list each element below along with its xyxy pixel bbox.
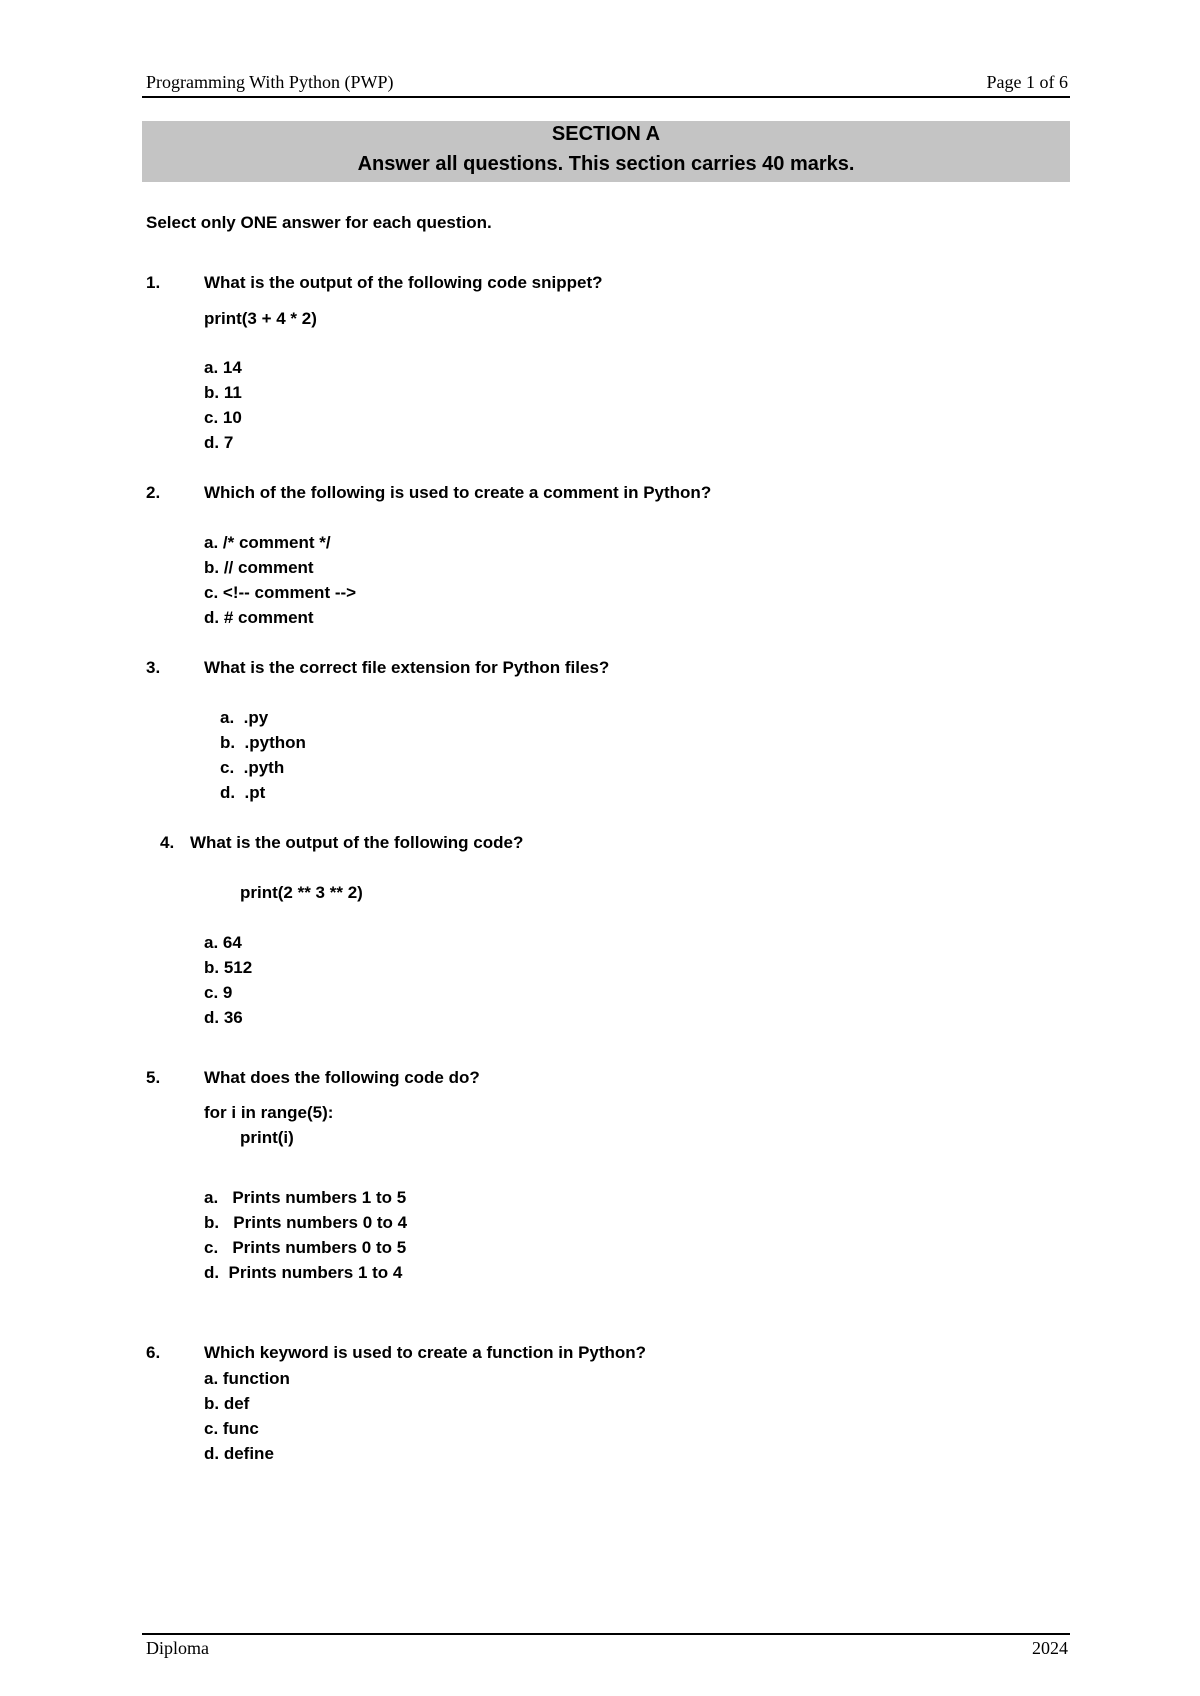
code-line: print(i)	[240, 1128, 294, 1147]
answer-option: d. Prints numbers 1 to 4	[204, 1263, 403, 1282]
page-footer	[146, 1638, 1068, 1662]
section-banner	[142, 121, 1070, 182]
question-number: 1.	[146, 273, 161, 292]
question-number: 3.	[146, 658, 161, 677]
page-number: Page 1 of 6	[986, 72, 1068, 92]
question-number: 4.	[160, 833, 175, 852]
answer-option: b. .python	[220, 733, 306, 752]
answer-option: b. Prints numbers 0 to 4	[204, 1213, 408, 1232]
answer-option: c. <!-- comment -->	[204, 583, 357, 602]
question-text: What is the output of the following code?	[190, 833, 524, 852]
answer-option: a. 64	[204, 933, 242, 952]
answer-option: a. 14	[204, 358, 242, 377]
code-line: for i in range(5):	[204, 1103, 334, 1122]
page-header	[146, 70, 1068, 96]
footer-divider	[142, 1633, 1070, 1635]
question-text: What is the output of the following code snippet?	[204, 273, 603, 292]
answer-option: d. # comment	[204, 608, 314, 627]
answer-option: a. Prints numbers 1 to 5	[204, 1188, 407, 1207]
question-number: 5.	[146, 1068, 161, 1087]
section-subtitle: Answer all questions. This section carries 40 marks.	[357, 153, 855, 175]
answer-option: d. define	[204, 1444, 274, 1463]
answer-option: b. // comment	[204, 558, 314, 577]
answer-option: b. def	[204, 1394, 250, 1413]
answer-option: a. .py	[220, 708, 269, 727]
code-line: print(3 + 4 * 2)	[204, 309, 317, 328]
instruction-text: Select only ONE answer for each question.	[146, 213, 492, 232]
answer-option: b. 512	[204, 958, 253, 977]
question-text: What is the correct file extension for Python files?	[204, 658, 610, 677]
course-title: Programming With Python (PWP)	[146, 72, 394, 92]
answer-option: c. 9	[204, 983, 233, 1002]
question-text: Which keyword is used to create a function in Python?	[204, 1343, 647, 1362]
question-text: What does the following code do?	[204, 1068, 480, 1087]
question-number: 2.	[146, 483, 161, 502]
answer-option: a. function	[204, 1369, 290, 1388]
answer-option: b. 11	[204, 383, 242, 402]
footer-year: 2024	[1032, 1638, 1068, 1658]
question-text: Which of the following is used to create a comment in Python?	[204, 483, 712, 502]
answer-option: d. 7	[204, 433, 234, 452]
answer-option: c. .pyth	[220, 758, 285, 777]
answer-option: c. 10	[204, 408, 242, 427]
answer-option: a. /* comment */	[204, 533, 331, 552]
answer-option: c. Prints numbers 0 to 5	[204, 1238, 407, 1257]
answer-option: c. func	[204, 1419, 259, 1438]
section-title: SECTION A	[551, 123, 661, 145]
question-number: 6.	[146, 1343, 161, 1362]
header-divider	[142, 96, 1070, 98]
answer-option: d. 36	[204, 1008, 243, 1027]
answer-option: d. .pt	[220, 783, 266, 802]
code-line: print(2 ** 3 ** 2)	[240, 883, 363, 902]
footer-program: Diploma	[146, 1638, 209, 1658]
